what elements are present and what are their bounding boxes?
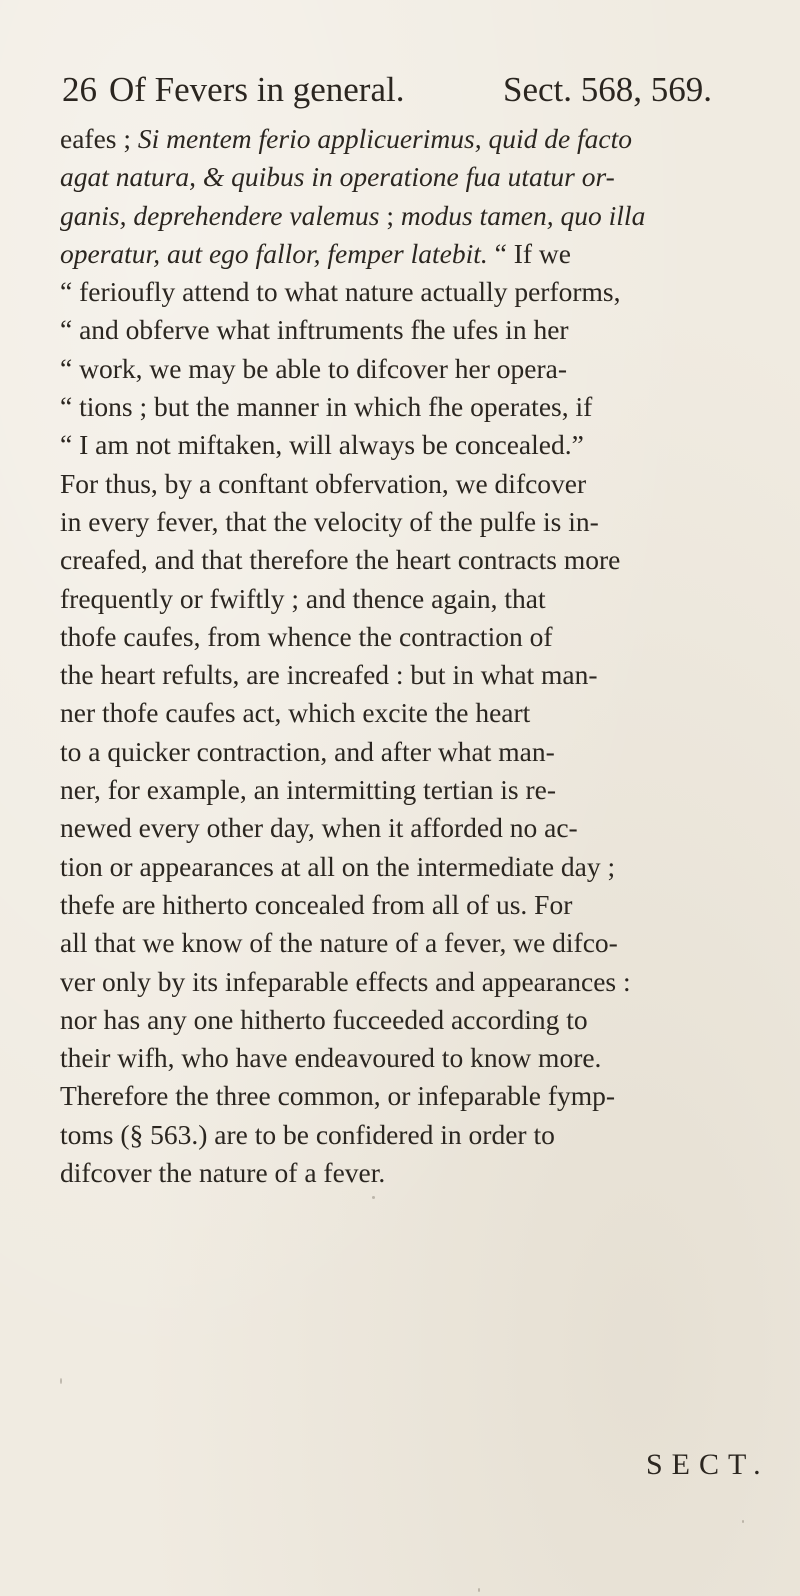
text-line xyxy=(60,426,760,464)
text-segment: eafes ; xyxy=(60,123,138,154)
text-line xyxy=(60,465,760,503)
text-line xyxy=(60,388,760,426)
text-line xyxy=(60,503,760,541)
text-segment: “ If we xyxy=(487,237,571,269)
text-segment: thofe caufes, from whence the contraction of xyxy=(60,620,553,652)
paper-speck xyxy=(60,1378,62,1384)
text-segment: Therefore the three common, or infeparable fymp- xyxy=(60,1080,616,1112)
page-number: 26 xyxy=(62,70,97,109)
text-segment: “ and obferve what inftruments fhe ufes in her xyxy=(60,314,569,346)
text-line xyxy=(60,1039,760,1077)
text-segment: ner, for example, an intermitting tertian is re- xyxy=(60,774,557,806)
section-reference: Sect. 568, 569. xyxy=(503,70,713,109)
text-line xyxy=(60,273,760,311)
latin-quote-segment: modus tamen, quo illa xyxy=(400,199,646,231)
latin-quote-segment: operatur, aut ego fallor, femper latebit. xyxy=(60,237,488,269)
latin-quote-segment: Si mentem ferio applicuerimus, quid de facto xyxy=(137,123,633,154)
text-segment: ; xyxy=(379,199,401,231)
text-segment: to a quicker contraction, and after what man- xyxy=(60,735,555,767)
paper-speck xyxy=(372,1196,375,1199)
text-line xyxy=(60,1001,760,1039)
latin-quote-segment: agat natura, & quibus in operatione fua utatur or- xyxy=(60,161,615,193)
text-line xyxy=(60,235,760,273)
text-segment: “ I am not miftaken, will always be concealed.” xyxy=(60,429,584,461)
text-line xyxy=(60,311,760,349)
text-line xyxy=(60,350,760,388)
text-line xyxy=(60,733,760,771)
text-segment: “ work, we may be able to difcover her opera- xyxy=(60,352,567,384)
paper-speck xyxy=(742,1520,744,1523)
text-segment: frequently or fwiftly ; and thence again, that xyxy=(60,582,546,614)
text-segment: “ tions ; but the manner in which fhe operates, if xyxy=(60,391,593,423)
text-segment: ver only by its infeparable effects and appearances : xyxy=(60,965,631,997)
text-line xyxy=(60,1154,760,1192)
text-segment: thefe are hitherto concealed from all of us. For xyxy=(60,888,573,920)
text-segment: newed every other day, when it afforded no ac- xyxy=(60,812,578,844)
latin-quote-segment: ganis, deprehendere valemus xyxy=(60,199,380,231)
text-line xyxy=(60,1077,760,1115)
text-segment: in every fever, that the velocity of the pulfe is in- xyxy=(60,505,599,537)
text-segment: For thus, by a conftant obfervation, we difcover xyxy=(60,467,587,499)
text-line xyxy=(60,120,760,158)
running-head: Of Fevers in general. xyxy=(109,70,405,109)
text-line xyxy=(60,963,760,1001)
text-line xyxy=(60,541,760,579)
text-segment: difcover the nature of a fever. xyxy=(60,1157,386,1189)
text-segment: tion or appearances at all on the intermediate day ; xyxy=(60,850,616,882)
text-segment: nor has any one hitherto fucceeded according to xyxy=(60,1003,588,1035)
text-line xyxy=(60,924,760,962)
page-header xyxy=(62,70,762,110)
text-line xyxy=(60,694,760,732)
text-segment: all that we know of the nature of a fever, we difco- xyxy=(60,927,618,959)
text-segment: ner thofe caufes act, which excite the heart xyxy=(60,697,531,729)
catchword: SECT. xyxy=(646,1448,770,1481)
text-line xyxy=(60,656,760,694)
text-segment: toms (§ 563.) are to be confidered in order to xyxy=(60,1118,555,1150)
text-line xyxy=(60,1116,760,1154)
text-line xyxy=(60,848,760,886)
text-line xyxy=(60,618,760,656)
text-segment: their wifh, who have endeavoured to know more. xyxy=(60,1042,602,1074)
body-text xyxy=(60,120,760,1192)
paper-speck xyxy=(478,1588,480,1592)
text-line xyxy=(60,771,760,809)
text-line xyxy=(60,158,760,196)
text-line xyxy=(60,580,760,618)
text-segment: “ ferioufly attend to what nature actually performs, xyxy=(60,276,621,308)
text-line xyxy=(60,886,760,924)
text-segment: creafed, and that therefore the heart contracts more xyxy=(60,544,621,576)
text-line xyxy=(60,809,760,847)
text-segment: the heart refults, are increafed : but in what man- xyxy=(60,659,598,691)
text-line xyxy=(60,197,760,235)
